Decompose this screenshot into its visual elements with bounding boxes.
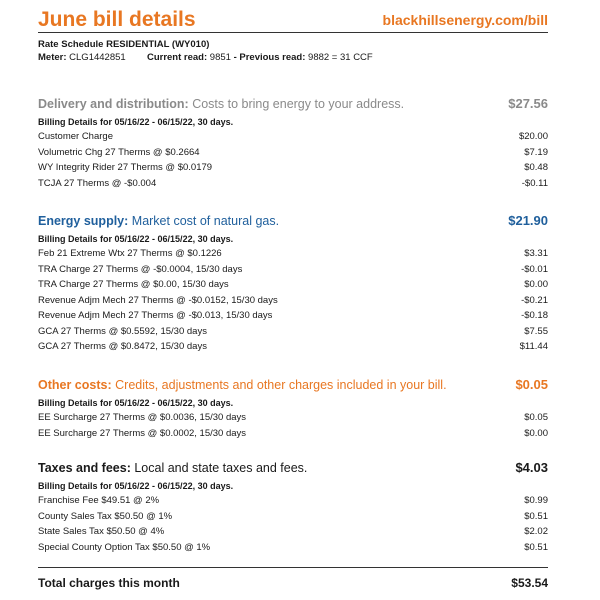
section-taxes-fees [38,460,548,555]
line-item-label: County Sales Tax $50.50 @ 1% [38,510,173,522]
line-item-amount: $0.51 [524,510,548,522]
rate-schedule: Rate Schedule RESIDENTIAL (WY010) [38,39,210,50]
line-item-label: EE Surcharge 27 Therms @ $0.0036, 15/30 days [38,412,247,423]
line-item [38,129,548,145]
section-description: Local and state taxes and fees. [134,461,308,475]
line-item [38,509,548,525]
line-item-amount: $0.00 [524,279,548,290]
line-item-label: Revenue Adjm Mech 27 Therms @ -$0.0152, 15/30 days [38,294,278,306]
line-item-amount: $0.05 [524,412,548,423]
section-name: Delivery and distribution: [38,97,189,111]
line-item-label: TCJA 27 Therms @ -$0.004 [38,177,157,189]
grand-total-label: Total charges this month [38,576,180,590]
section-description: Costs to bring energy to your address. [192,97,405,111]
line-item-amount: $7.19 [524,146,548,158]
line-item-amount: $7.55 [524,325,548,337]
section-header [38,460,548,479]
meter-label: Meter: [38,52,67,63]
line-item-label: Customer Charge [38,131,113,142]
line-item-label: TRA Charge 27 Therms @ $0.00, 15/30 days [38,279,229,290]
line-item-amount: -$0.01 [521,263,548,275]
line-item-label: State Sales Tax $50.50 @ 4% [38,526,165,537]
line-item-label: Feb 21 Extreme Wtx 27 Therms @ $0.1226 [38,248,222,259]
line-items [38,493,548,555]
line-item [38,262,548,278]
line-item-amount: -$0.21 [521,294,548,306]
line-item [38,145,548,161]
line-item-label: Franchise Fee $49.51 @ 2% [38,495,160,506]
line-item [38,160,548,176]
line-item-amount: $0.99 [524,495,548,506]
line-item-label: GCA 27 Therms @ $0.8472, 15/30 days [38,341,207,352]
billing-details: Billing Details for 05/16/22 - 06/15/22, 30 days. [38,481,234,491]
section-total: $27.56 [508,96,548,111]
previous-read-value: 9882 = 31 CCF [308,52,373,63]
meter-info [38,38,373,64]
total-divider [38,567,548,568]
line-item-amount: $11.44 [519,341,548,352]
section-description: Credits, adjustments and other charges included in your bill. [115,378,447,392]
line-item [38,524,548,540]
section-delivery [38,96,548,191]
section-name: Other costs: [38,378,112,392]
grand-total [38,576,548,590]
previous-read-label: Previous read: [239,52,306,63]
line-item [38,410,548,426]
line-item-amount: $0.00 [524,427,548,439]
page-title: June bill details [38,8,196,31]
section-name: Taxes and fees: [38,461,131,475]
section-name: Energy supply: [38,214,129,228]
section-total: $0.05 [515,377,548,392]
line-item-label: Revenue Adjm Mech 27 Therms @ -$0.013, 15/30 days [38,310,273,321]
billing-details: Billing Details for 05/16/22 - 06/15/22, 30 days. [38,234,234,244]
line-items [38,410,548,441]
line-item-label: Volumetric Chg 27 Therms @ $0.2664 [38,146,200,158]
line-item [38,324,548,340]
line-item-amount: $0.51 [524,541,548,553]
section-total: $21.90 [508,213,548,228]
line-item-amount: $2.02 [524,526,548,537]
line-item-amount: $3.31 [524,248,548,259]
line-item-label: WY Integrity Rider 27 Therms @ $0.0179 [38,162,213,173]
separator: - [233,52,237,63]
line-item-amount: -$0.18 [521,310,548,321]
line-item-amount: -$0.11 [521,177,548,189]
line-item [38,339,548,355]
meter-value: CLG1442851 [69,52,126,63]
line-item-label: Special County Option Tax $50.50 @ 1% [38,541,211,553]
page-header [38,2,548,32]
line-items [38,246,548,355]
section-header [38,377,548,396]
website-link[interactable]: blackhillsenergy.com/bill [382,12,548,28]
line-items [38,129,548,191]
section-header [38,213,548,232]
line-item [38,493,548,509]
section-total: $4.03 [515,460,548,475]
header-divider [38,32,548,33]
section-description: Market cost of natural gas. [131,214,280,228]
billing-details: Billing Details for 05/16/22 - 06/15/22, 30 days. [38,398,234,408]
grand-total-amount: $53.54 [511,576,548,590]
line-item-label: EE Surcharge 27 Therms @ $0.0002, 15/30 days [38,427,247,439]
current-read-value: 9851 [209,52,231,63]
line-item [38,540,548,556]
line-item-amount: $20.00 [518,131,548,142]
billing-details: Billing Details for 05/16/22 - 06/15/22, 30 days. [38,117,234,127]
section-header [38,96,548,115]
line-item [38,308,548,324]
line-item [38,176,548,192]
line-item [38,277,548,293]
line-item-label: GCA 27 Therms @ $0.5592, 15/30 days [38,325,207,337]
line-item-amount: $0.48 [524,162,548,173]
section-other-costs [38,377,548,441]
line-item [38,426,548,442]
current-read-label: Current read: [146,52,208,63]
section-supply [38,213,548,355]
line-item-label: TRA Charge 27 Therms @ -$0.0004, 15/30 days [38,263,243,275]
line-item [38,246,548,262]
meter-reading-line [38,51,373,64]
line-item [38,293,548,309]
